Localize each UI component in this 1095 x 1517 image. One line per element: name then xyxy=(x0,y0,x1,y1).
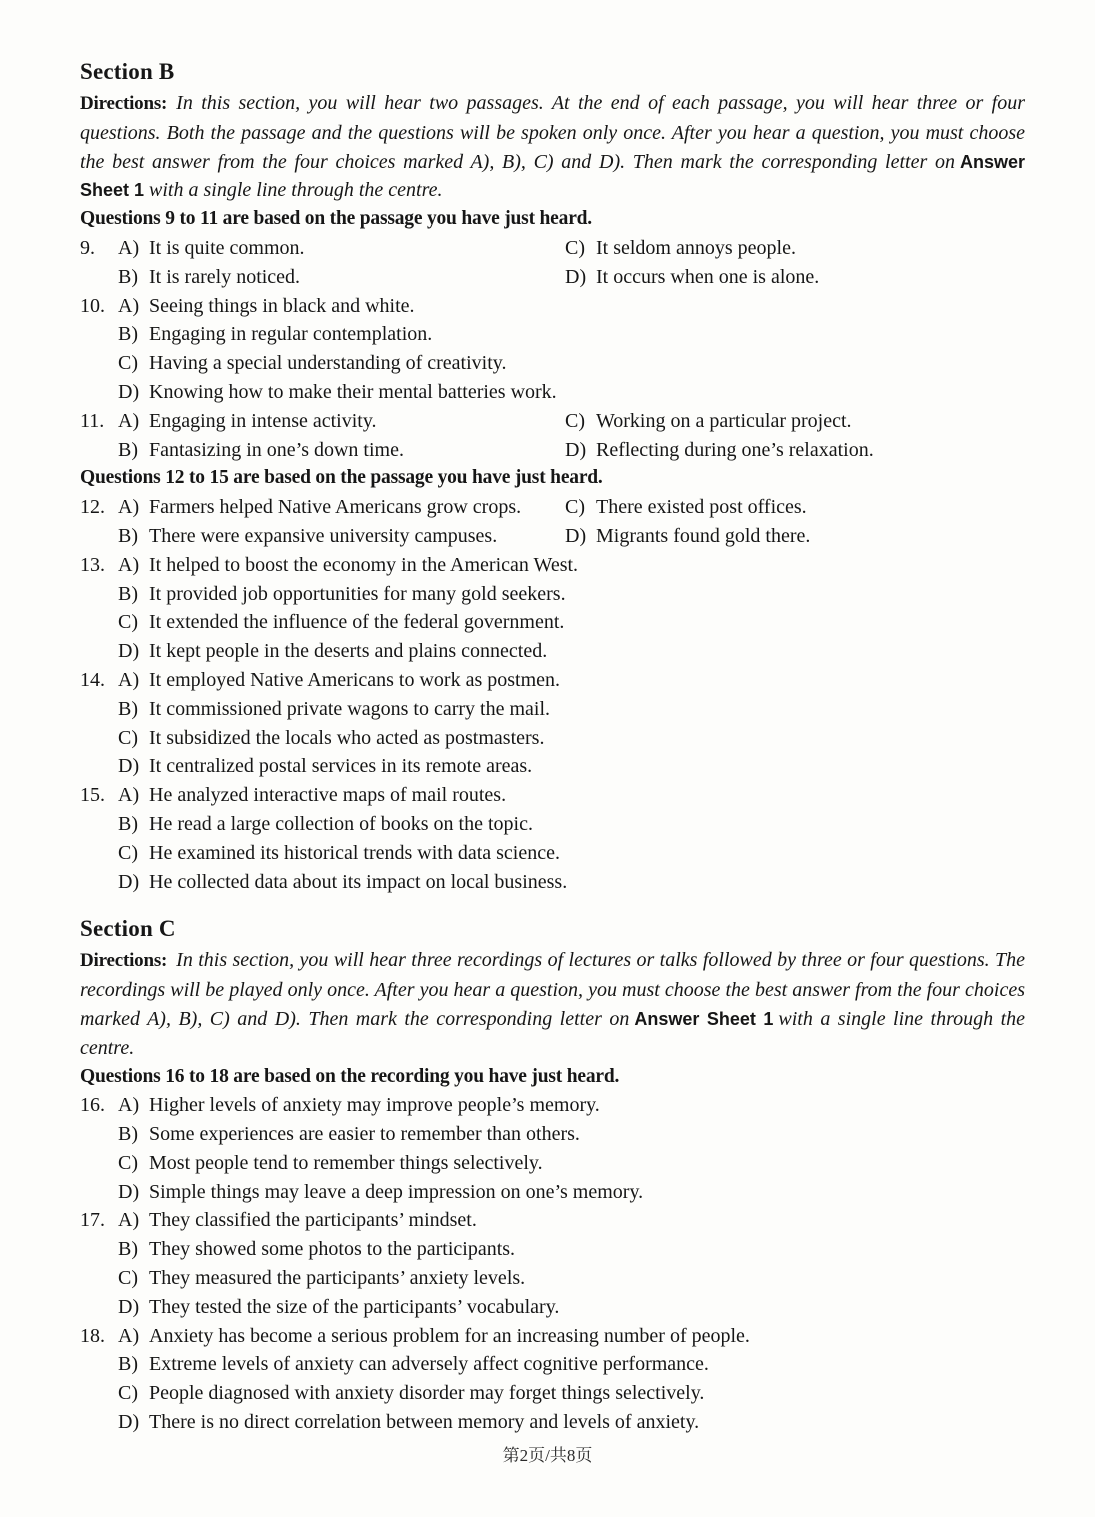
option-text: It seldom annoys people. xyxy=(596,236,796,259)
directions-text: In this section, you will hear three recordings of lectures or talks followed by three or four questions. The recordings will be played only once. After you hear a question, you must choose the best answer from the four choices marked A), B), C) and D). Then mark the corresponding letter on xyxy=(80,949,1025,1030)
option-text: Migrants found gold there. xyxy=(596,524,811,547)
option-c xyxy=(118,1379,704,1408)
option-row xyxy=(118,349,1025,378)
option-c xyxy=(565,407,852,436)
option-d xyxy=(118,1178,643,1207)
option-row xyxy=(118,1178,1025,1207)
option-d xyxy=(565,436,874,465)
option-b xyxy=(118,320,432,349)
answer-sheet-ref: Answer Sheet 1 xyxy=(634,1008,774,1029)
directions-label: Directions: xyxy=(80,950,168,972)
option-text: They showed some photos to the participants. xyxy=(149,1238,516,1261)
option-row xyxy=(118,839,1025,868)
question-options xyxy=(118,234,1025,292)
option-d xyxy=(118,868,567,897)
option-text: Fantasizing in one’s down time. xyxy=(149,438,404,461)
section-b-directions xyxy=(80,89,1025,205)
option-row xyxy=(118,1322,1025,1351)
option-letter: A) xyxy=(118,496,140,519)
option-letter: D) xyxy=(118,1180,140,1203)
question-16 xyxy=(80,1091,1025,1206)
option-c xyxy=(118,1149,543,1178)
option-b xyxy=(118,1235,515,1264)
option-text: Anxiety has become a serious problem for an increasing number of people. xyxy=(149,1324,750,1347)
option-text: Some experiences are easier to remember than others. xyxy=(149,1123,580,1146)
option-letter: A) xyxy=(118,784,140,807)
option-a xyxy=(118,1206,477,1235)
option-letter: B) xyxy=(118,524,138,547)
option-c xyxy=(118,1264,525,1293)
question-12 xyxy=(80,493,1025,551)
option-row xyxy=(118,580,1025,609)
page-number: 第2页/共8页 xyxy=(502,1446,593,1465)
option-row xyxy=(118,234,1025,263)
option-c xyxy=(565,493,807,522)
option-row xyxy=(118,522,1025,551)
option-letter: A) xyxy=(118,668,140,691)
option-row xyxy=(118,1120,1025,1149)
option-letter: B) xyxy=(118,438,138,461)
question-14 xyxy=(80,666,1025,781)
option-row xyxy=(118,407,1025,436)
option-row xyxy=(118,551,1025,580)
option-letter: A) xyxy=(118,1094,140,1117)
option-text: He read a large collection of books on the topic. xyxy=(149,812,533,835)
directions-text-tail: with a single line through the centre. xyxy=(80,1007,1026,1059)
option-text: He collected data about its impact on local business. xyxy=(149,870,568,893)
option-row xyxy=(118,263,1025,292)
option-a xyxy=(118,292,415,321)
option-letter: C) xyxy=(118,611,138,634)
option-row xyxy=(118,1293,1025,1322)
option-row xyxy=(118,493,1025,522)
question-options xyxy=(118,292,1025,407)
option-text: It provided job opportunities for many gold seekers. xyxy=(149,582,566,605)
option-letter: C) xyxy=(118,1267,138,1290)
option-row xyxy=(118,666,1025,695)
option-text: Working on a particular project. xyxy=(596,409,852,432)
question-options xyxy=(118,493,1025,551)
question-number: 10. xyxy=(80,294,105,317)
question-17 xyxy=(80,1206,1025,1321)
question-9 xyxy=(80,234,1025,292)
section-b xyxy=(80,57,1025,896)
question-group-header: Questions 9 to 11 are based on the passage you have just heard. xyxy=(80,208,592,230)
option-text: Engaging in regular contemplation. xyxy=(149,323,433,346)
option-a xyxy=(118,781,506,810)
section-c xyxy=(80,914,1025,1437)
section-b-question-groups xyxy=(80,205,1025,896)
question-10 xyxy=(80,292,1025,407)
question-11 xyxy=(80,407,1025,465)
option-text: Engaging in intense activity. xyxy=(149,409,377,432)
option-d xyxy=(118,1408,699,1437)
option-letter: A) xyxy=(118,409,140,432)
option-a xyxy=(118,1091,600,1120)
option-letter: C) xyxy=(118,726,138,749)
option-letter: A) xyxy=(118,236,140,259)
option-letter: C) xyxy=(118,1151,138,1174)
option-letter: D) xyxy=(118,755,140,778)
question-options xyxy=(118,666,1025,781)
option-a xyxy=(118,551,578,580)
option-d xyxy=(565,263,819,292)
option-letter: B) xyxy=(118,323,138,346)
option-b xyxy=(118,580,566,609)
option-c xyxy=(118,349,506,378)
option-text: It employed Native Americans to work as postmen. xyxy=(149,668,561,691)
option-row xyxy=(118,1091,1025,1120)
option-a xyxy=(118,1322,750,1351)
option-letter: B) xyxy=(118,1353,138,1376)
option-c xyxy=(118,839,560,868)
question-number: 11. xyxy=(80,409,105,432)
option-row xyxy=(118,637,1025,666)
question-number: 18. xyxy=(80,1324,105,1347)
option-row xyxy=(118,1149,1025,1178)
option-letter: D) xyxy=(118,380,140,403)
option-b xyxy=(118,436,565,465)
question-options xyxy=(118,407,1025,465)
option-d xyxy=(118,378,557,407)
option-b xyxy=(118,522,565,551)
option-d xyxy=(118,752,532,781)
option-text: It subsidized the locals who acted as postmasters. xyxy=(149,726,545,749)
option-b xyxy=(118,263,565,292)
question-number: 12. xyxy=(80,496,105,519)
option-text: There were expansive university campuses. xyxy=(149,524,498,547)
option-text: Extreme levels of anxiety can adversely affect cognitive performance. xyxy=(149,1353,709,1376)
section-c-question-groups xyxy=(80,1063,1025,1437)
option-a xyxy=(118,234,565,263)
option-letter: D) xyxy=(565,265,587,288)
option-letter: A) xyxy=(118,553,140,576)
option-text: It is quite common. xyxy=(149,236,305,259)
question-number: 14. xyxy=(80,668,105,691)
option-c xyxy=(118,608,564,637)
option-b xyxy=(118,1350,709,1379)
option-letter: D) xyxy=(118,1411,140,1434)
option-row xyxy=(118,868,1025,897)
option-letter: B) xyxy=(118,265,138,288)
question-number: 9. xyxy=(80,236,95,259)
option-text: It commissioned private wagons to carry the mail. xyxy=(149,697,551,720)
directions-text: In this section, you will hear two passages. At the end of each passage, you will hear three or four questions. Both the passage and the questions will be spoken only once. After you hear a question, you must choose the best answer from the four choices marked A), B), C) and D). Then mark the corresponding letter on xyxy=(80,92,1025,173)
option-c xyxy=(118,724,544,753)
option-text: It occurs when one is alone. xyxy=(596,265,820,288)
option-text: They tested the size of the participants’ vocabulary. xyxy=(149,1295,560,1318)
option-d xyxy=(118,1293,559,1322)
option-row xyxy=(118,1408,1025,1437)
option-letter: C) xyxy=(118,1382,138,1405)
option-text: There is no direct correlation between memory and levels of anxiety. xyxy=(149,1411,700,1434)
option-text: It is rarely noticed. xyxy=(149,265,301,288)
question-group-header: Questions 16 to 18 are based on the recording you have just heard. xyxy=(80,1065,620,1087)
option-letter: C) xyxy=(118,352,138,375)
option-letter: D) xyxy=(565,524,587,547)
option-row xyxy=(118,436,1025,465)
question-options xyxy=(118,781,1025,896)
option-letter: C) xyxy=(565,409,585,432)
option-row xyxy=(118,1264,1025,1293)
option-text: There existed post offices. xyxy=(596,496,807,519)
option-text: Farmers helped Native Americans grow crops. xyxy=(149,496,522,519)
option-b xyxy=(118,1120,580,1149)
option-row xyxy=(118,1206,1025,1235)
option-row xyxy=(118,1379,1025,1408)
option-text: Having a special understanding of creativity. xyxy=(149,352,507,375)
option-d xyxy=(565,522,810,551)
option-row xyxy=(118,292,1025,321)
option-row xyxy=(118,810,1025,839)
option-letter: B) xyxy=(118,812,138,835)
question-15 xyxy=(80,781,1025,896)
option-text: It centralized postal services in its remote areas. xyxy=(149,755,533,778)
option-row xyxy=(118,695,1025,724)
question-options xyxy=(118,1322,1025,1437)
option-letter: D) xyxy=(118,640,140,663)
option-a xyxy=(118,493,565,522)
option-letter: C) xyxy=(565,496,585,519)
option-row xyxy=(118,320,1025,349)
question-number: 13. xyxy=(80,553,105,576)
option-row xyxy=(118,781,1025,810)
option-letter: C) xyxy=(565,236,585,259)
section-b-title: Section B xyxy=(80,59,175,84)
option-text: Reflecting during one’s relaxation. xyxy=(596,438,874,461)
question-number: 17. xyxy=(80,1209,105,1232)
section-c-directions xyxy=(80,946,1025,1062)
directions-label: Directions: xyxy=(80,93,168,114)
option-d xyxy=(118,637,547,666)
option-text: It kept people in the deserts and plains connected. xyxy=(149,640,548,663)
option-letter: B) xyxy=(118,1238,138,1261)
option-text: It extended the influence of the federal government. xyxy=(149,611,565,634)
question-options xyxy=(118,1091,1025,1206)
option-c xyxy=(565,234,796,263)
option-letter: D) xyxy=(118,870,140,893)
option-text: People diagnosed with anxiety disorder may forget things selectively. xyxy=(149,1382,705,1405)
option-text: Simple things may leave a deep impression on one’s memory. xyxy=(149,1180,644,1203)
option-text: They classified the participants’ mindset. xyxy=(149,1209,477,1232)
option-a xyxy=(118,666,560,695)
option-a xyxy=(118,407,565,436)
option-letter: A) xyxy=(118,1209,140,1232)
option-row xyxy=(118,1235,1025,1264)
option-letter: D) xyxy=(118,1295,140,1318)
option-text: They measured the participants’ anxiety levels. xyxy=(149,1267,526,1290)
question-options xyxy=(118,551,1025,666)
question-18 xyxy=(80,1322,1025,1437)
option-text: Knowing how to make their mental batteries work. xyxy=(149,380,557,403)
option-row xyxy=(118,378,1025,407)
option-text: He analyzed interactive maps of mail routes. xyxy=(149,784,507,807)
option-row xyxy=(118,724,1025,753)
option-text: He examined its historical trends with data science. xyxy=(149,841,560,864)
option-text: Higher levels of anxiety may improve people’s memory. xyxy=(149,1094,600,1117)
question-number: 16. xyxy=(80,1094,105,1117)
option-letter: A) xyxy=(118,294,140,317)
question-number: 15. xyxy=(80,784,105,807)
option-letter: D) xyxy=(565,438,587,461)
question-group-header: Questions 12 to 15 are based on the passage you have just heard. xyxy=(80,467,603,489)
option-text: It helped to boost the economy in the American West. xyxy=(149,553,579,576)
option-letter: B) xyxy=(118,582,138,605)
option-text: Seeing things in black and white. xyxy=(149,294,415,317)
answer-sheet-ref: Answer Sheet 1 xyxy=(80,151,1025,201)
option-b xyxy=(118,695,550,724)
option-letter: B) xyxy=(118,1123,138,1146)
option-text: Most people tend to remember things selectively. xyxy=(149,1151,543,1174)
option-row xyxy=(118,608,1025,637)
question-13 xyxy=(80,551,1025,666)
section-c-title: Section C xyxy=(80,916,176,942)
option-letter: C) xyxy=(118,841,138,864)
option-row xyxy=(118,752,1025,781)
directions-text-tail: with a single line through the centre. xyxy=(149,179,443,202)
question-options xyxy=(118,1206,1025,1321)
option-letter: B) xyxy=(118,697,138,720)
option-letter: A) xyxy=(118,1324,140,1347)
option-b xyxy=(118,810,533,839)
option-row xyxy=(118,1350,1025,1379)
